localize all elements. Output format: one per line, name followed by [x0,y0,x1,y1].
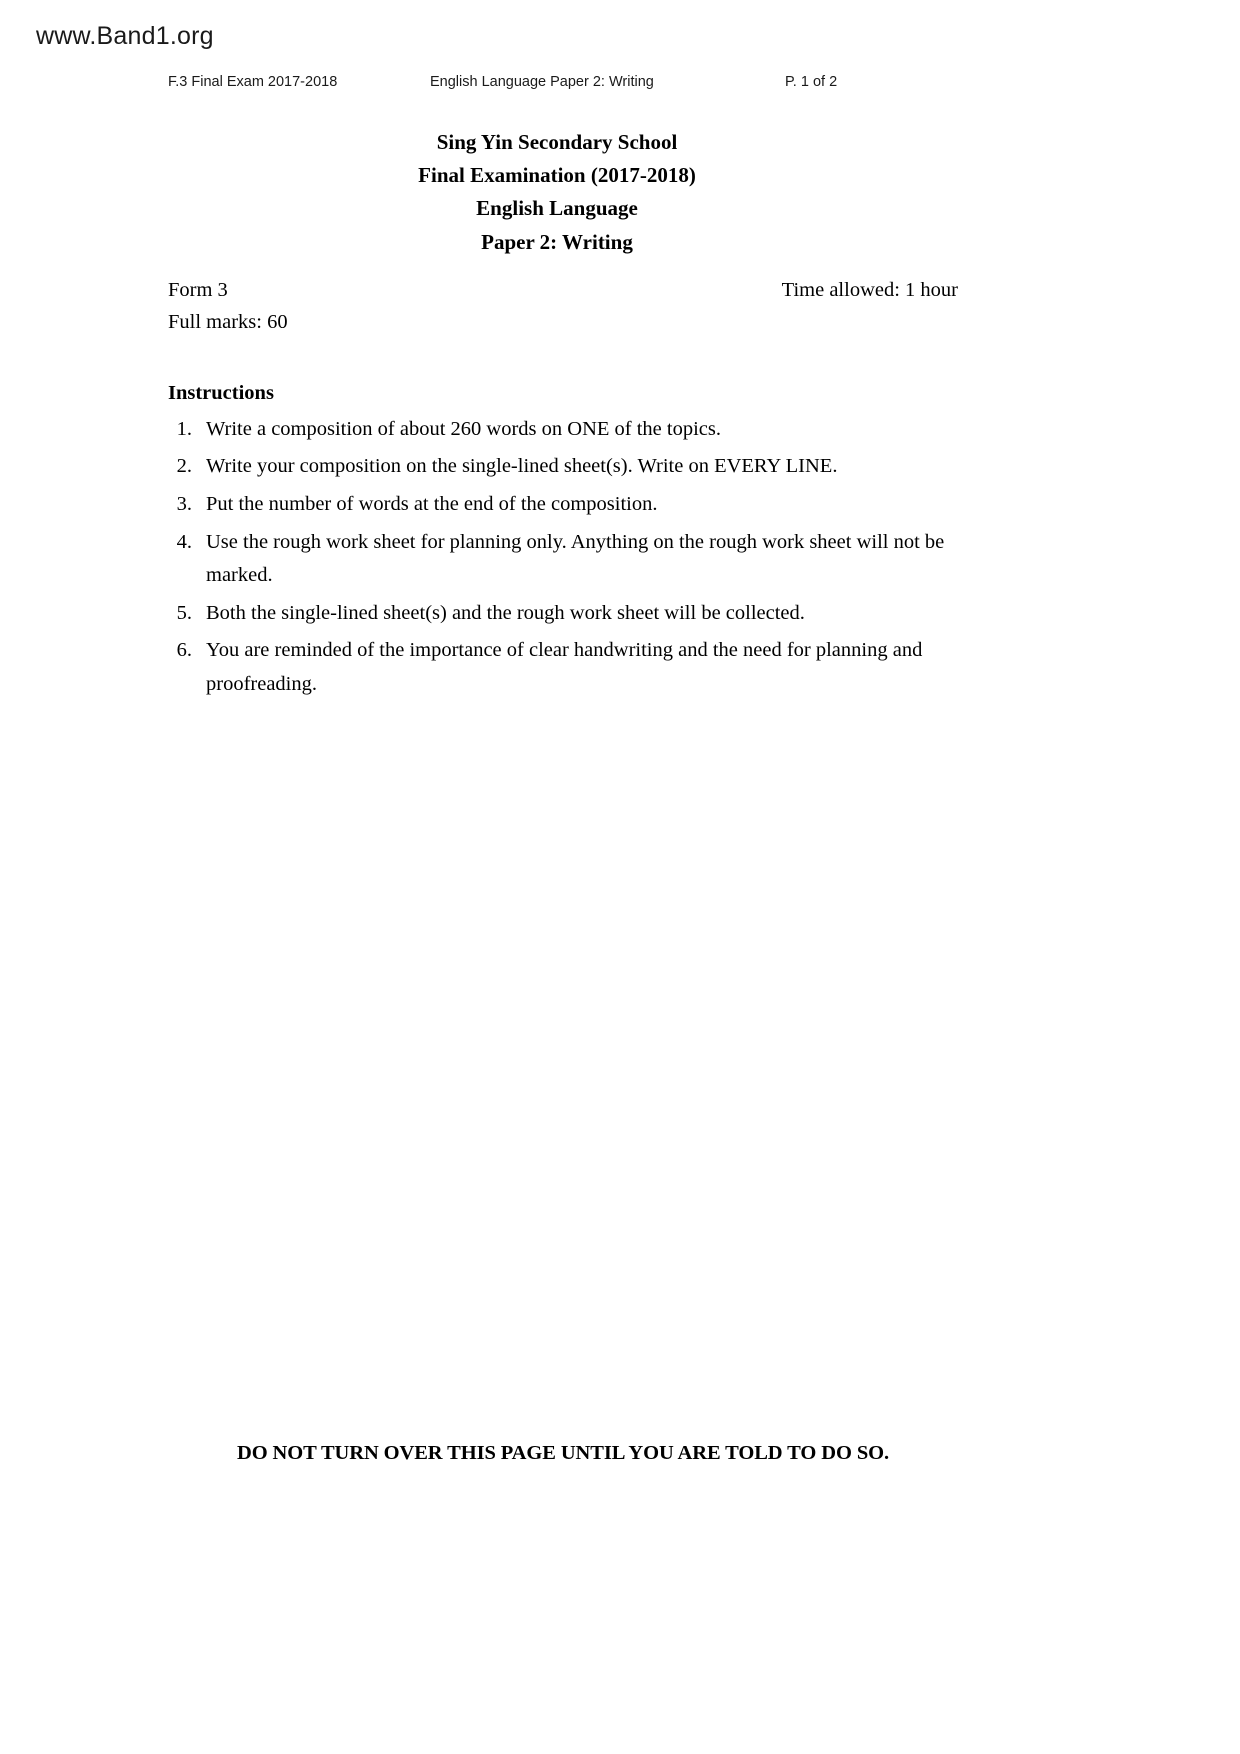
list-item [168,450,958,483]
list-item-text: Both the single-lined sheet(s) and the rough work sheet will be collected. [206,601,805,624]
instructions-list [168,413,958,701]
list-item-text: Use the rough work sheet for planning only. Anything on the rough work sheet will not be marked. [206,530,945,586]
list-item-number: 6. [176,639,192,662]
form-label: Form 3 [168,278,228,301]
running-head [168,74,958,90]
list-item [168,597,958,630]
time-allowed-label: Time allowed: 1 hour [781,278,958,301]
running-head-page-number: P. 1 of 2 [785,74,838,90]
list-item-text: Write your composition on the single-lined sheet(s). Write on EVERY LINE. [206,455,838,478]
paper-title-block [156,126,958,259]
list-item [168,488,958,521]
meta-row-full-marks [168,311,958,334]
list-item-number: 5. [176,601,192,624]
exam-paper-page [168,74,958,1464]
list-item-number: 2. [176,455,192,478]
list-item-text: Write a composition of about 260 words on ONE of the topics. [206,417,722,440]
full-marks-label: Full marks: 60 [168,310,288,333]
list-item-text: Put the number of words at the end of the composition. [206,493,658,516]
list-item [168,413,958,446]
list-item-number: 3. [176,493,192,516]
do-not-turn-over-notice: DO NOT TURN OVER THIS PAGE UNTIL YOU ARE TOLD TO DO SO. [236,1442,889,1464]
list-item-number: 1. [176,417,192,440]
school-name: Sing Yin Secondary School [436,130,678,154]
examination-name: Final Examination (2017-2018) [418,163,696,188]
list-item [168,526,958,592]
list-item-text: You are reminded of the importance of clear handwriting and the need for planning and proofreading. [206,639,923,695]
list-item-number: 4. [176,530,192,553]
running-head-exam-name: F.3 Final Exam 2017-2018 [168,74,338,90]
running-head-paper-name: English Language Paper 2: Writing [430,74,654,90]
meta-row-form-time [168,279,958,302]
site-watermark: www.Band1.org [36,22,214,50]
list-item [168,634,958,700]
paper-name: Paper 2: Writing [481,229,633,254]
subject-name: English Language [476,196,638,221]
instructions-heading: Instructions [168,381,274,404]
